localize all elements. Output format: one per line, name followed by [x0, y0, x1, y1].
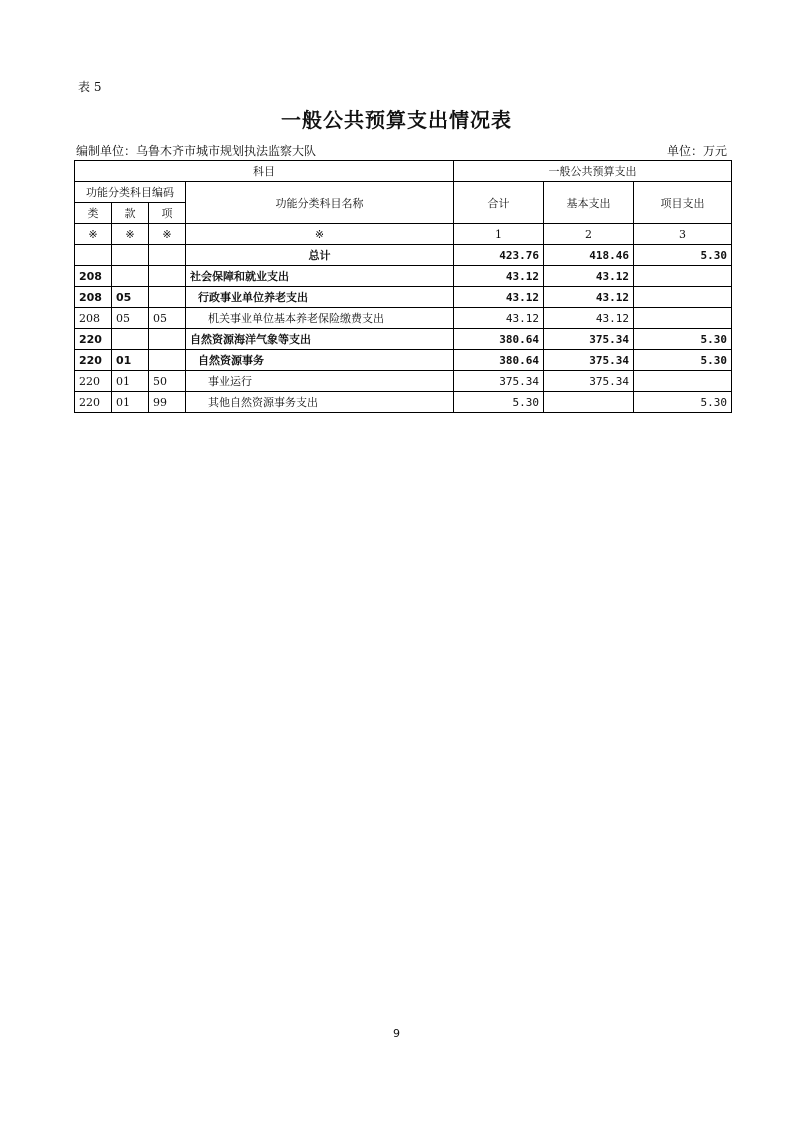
table-row	[75, 266, 732, 287]
cell-name: 自然资源海洋气象等支出	[186, 329, 454, 350]
index-1: 1	[454, 224, 544, 245]
cell-project	[634, 266, 732, 287]
page-number: 9	[393, 1027, 400, 1040]
header-row-1	[75, 161, 732, 182]
org-label: 编制单位：乌鲁木齐市城市规划执法监察大队	[76, 144, 317, 158]
index-2: 2	[544, 224, 634, 245]
cell-basic: 375.34	[544, 350, 634, 371]
cell-total: 380.64	[454, 350, 544, 371]
cell-xiang: 99	[149, 392, 186, 413]
cell-project	[634, 371, 732, 392]
total-total: 423.76	[454, 245, 544, 266]
table-row	[75, 392, 732, 413]
header-project-col: 项目支出	[634, 182, 732, 224]
cell-project	[634, 287, 732, 308]
total-basic: 418.46	[544, 245, 634, 266]
cell-xiang	[149, 287, 186, 308]
index-mark: ※	[75, 224, 112, 245]
table-cell	[149, 245, 186, 266]
cell-lei: 220	[75, 371, 112, 392]
table-row	[75, 287, 732, 308]
cell-basic: 43.12	[544, 266, 634, 287]
cell-name: 机关事业单位基本养老保险缴费支出	[186, 308, 454, 329]
cell-name: 自然资源事务	[186, 350, 454, 371]
table-label: 表 5	[78, 80, 102, 94]
cell-name: 行政事业单位养老支出	[186, 287, 454, 308]
cell-basic	[544, 392, 634, 413]
table-row	[75, 308, 732, 329]
cell-lei: 220	[75, 329, 112, 350]
table-row	[75, 371, 732, 392]
page-title: 一般公共预算支出情况表	[281, 108, 512, 132]
cell-project: 5.30	[634, 392, 732, 413]
cell-basic: 375.34	[544, 371, 634, 392]
cell-kuan	[112, 266, 149, 287]
index-mark: ※	[186, 224, 454, 245]
table-cell	[112, 245, 149, 266]
cell-xiang	[149, 329, 186, 350]
index-mark: ※	[112, 224, 149, 245]
cell-basic: 43.12	[544, 308, 634, 329]
cell-total: 43.12	[454, 308, 544, 329]
total-label: 总计	[186, 245, 454, 266]
cell-name: 社会保障和就业支出	[186, 266, 454, 287]
header-kuan: 款	[112, 203, 149, 224]
index-row	[75, 224, 732, 245]
cell-kuan: 05	[112, 308, 149, 329]
cell-total: 43.12	[454, 287, 544, 308]
header-subject: 科目	[75, 161, 454, 182]
cell-total: 380.64	[454, 329, 544, 350]
header-code-group: 功能分类科目编码	[75, 182, 186, 203]
cell-kuan	[112, 329, 149, 350]
header-budget-group: 一般公共预算支出	[454, 161, 732, 182]
cell-kuan: 05	[112, 287, 149, 308]
header-row-2	[75, 182, 732, 203]
cell-lei: 220	[75, 350, 112, 371]
cell-basic: 375.34	[544, 329, 634, 350]
cell-total: 375.34	[454, 371, 544, 392]
cell-lei: 220	[75, 392, 112, 413]
cell-lei: 208	[75, 308, 112, 329]
cell-xiang	[149, 266, 186, 287]
budget-table	[74, 160, 732, 413]
cell-name: 其他自然资源事务支出	[186, 392, 454, 413]
cell-project: 5.30	[634, 350, 732, 371]
cell-lei: 208	[75, 287, 112, 308]
table-row	[75, 329, 732, 350]
index-mark: ※	[149, 224, 186, 245]
cell-xiang: 50	[149, 371, 186, 392]
cell-total: 43.12	[454, 266, 544, 287]
table-cell	[75, 245, 112, 266]
header-name-col: 功能分类科目名称	[186, 182, 454, 224]
index-3: 3	[634, 224, 732, 245]
header-xiang: 项	[149, 203, 186, 224]
cell-lei: 208	[75, 266, 112, 287]
cell-basic: 43.12	[544, 287, 634, 308]
cell-xiang	[149, 350, 186, 371]
cell-total: 5.30	[454, 392, 544, 413]
header-basic-col: 基本支出	[544, 182, 634, 224]
cell-project	[634, 308, 732, 329]
total-project: 5.30	[634, 245, 732, 266]
total-row	[75, 245, 732, 266]
cell-name: 事业运行	[186, 371, 454, 392]
cell-kuan: 01	[112, 392, 149, 413]
cell-xiang: 05	[149, 308, 186, 329]
header-lei: 类	[75, 203, 112, 224]
cell-kuan: 01	[112, 371, 149, 392]
cell-project: 5.30	[634, 329, 732, 350]
cell-kuan: 01	[112, 350, 149, 371]
header-total-col: 合计	[454, 182, 544, 224]
table-row	[75, 350, 732, 371]
unit-label: 单位：万元	[666, 144, 727, 158]
